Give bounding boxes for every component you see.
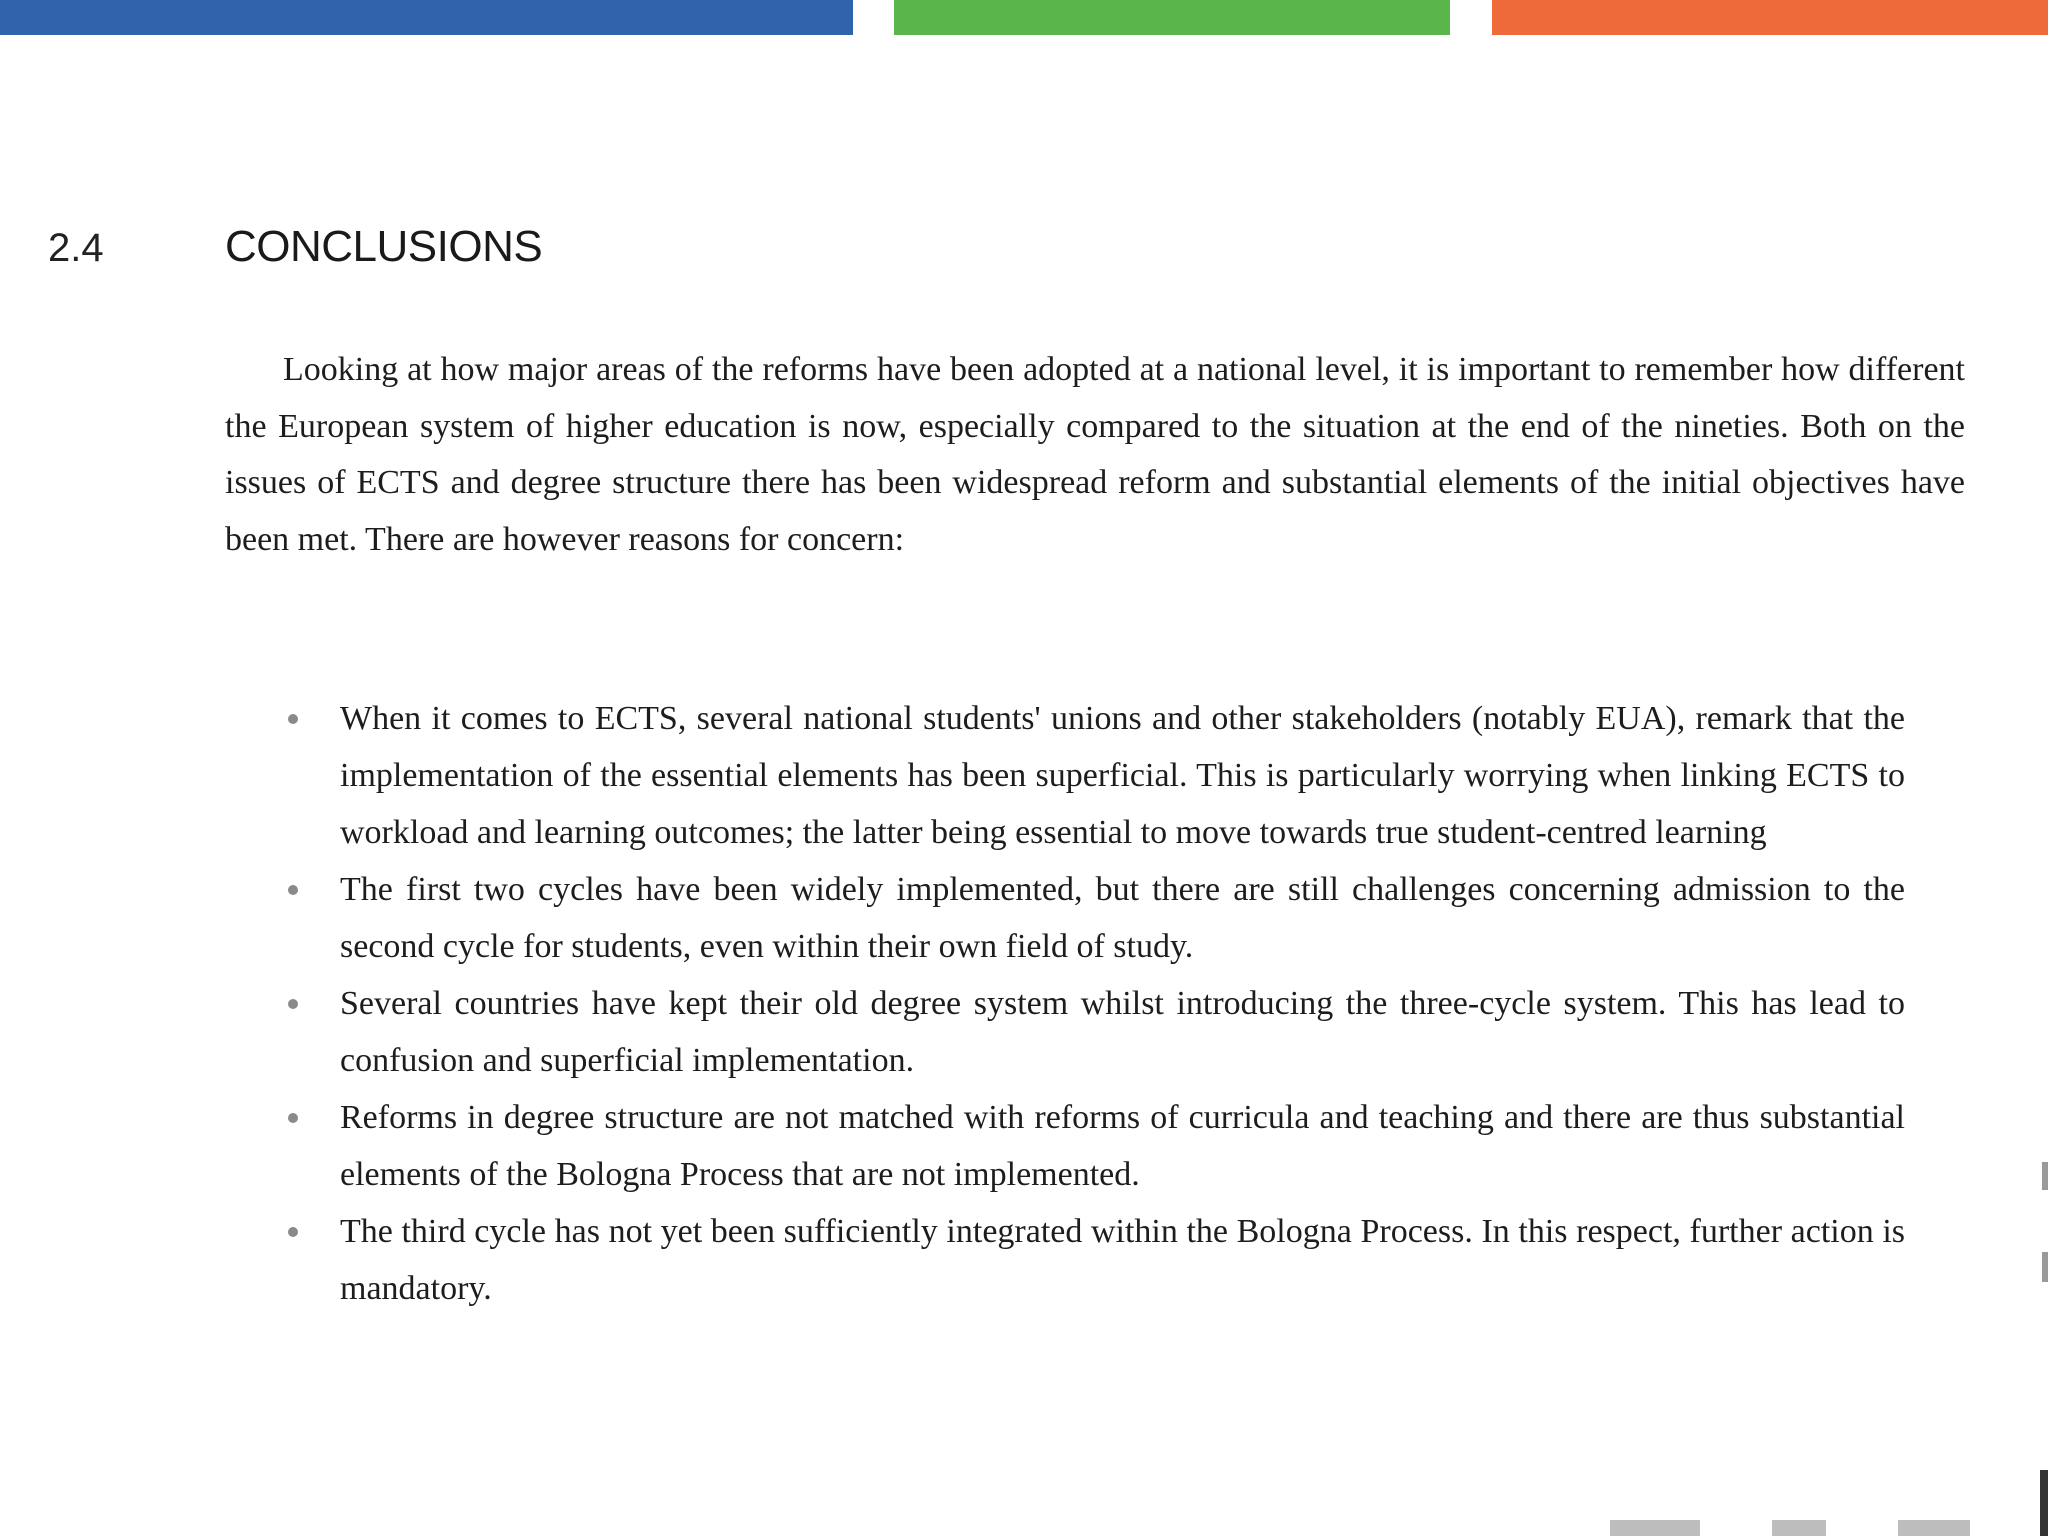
list-item-text: The first two cycles have been widely implemented, but there are still challenges concerning admission to the second cycle for students, even within their own field of study. <box>340 871 1905 965</box>
edge-mark <box>2042 1162 2048 1190</box>
header-bar-orange <box>1492 0 2048 35</box>
list-item-text: Reforms in degree structure are not matched with reforms of curricula and teaching and there are thus substantial elements of the Bologna Process that are not implemented. <box>340 1099 1905 1193</box>
section-title: CONCLUSIONS <box>225 222 543 271</box>
corner-decoration <box>1610 1520 1970 1536</box>
list-item <box>280 975 1905 1089</box>
bullet-icon <box>288 885 298 895</box>
list-item-text: Several countries have kept their old degree system whilst introducing the three-cycle system. This has lead to confusion and superficial implementation. <box>340 985 1905 1079</box>
list-item <box>280 861 1905 975</box>
edge-mark <box>2042 1252 2048 1282</box>
bullet-icon <box>288 714 298 724</box>
list-item <box>280 1203 1905 1317</box>
concerns-list <box>280 690 1905 1317</box>
section-number: 2.4 <box>48 226 104 270</box>
edge-mark <box>2040 1470 2048 1536</box>
bullet-icon <box>288 1227 298 1237</box>
bullet-icon <box>288 999 298 1009</box>
list-item <box>280 1089 1905 1203</box>
list-item-text: When it comes to ECTS, several national students' unions and other stakeholders (notably EUA), remark that the implementation of the essential elements has been superficial. This is particularly worrying when linking ECTS to workload and learning outcomes; the latter being essential to move towards true student-centred learning <box>340 700 1905 851</box>
list-item-text: The third cycle has not yet been sufficiently integrated within the Bologna Process. In this respect, further action is mandatory. <box>340 1213 1905 1307</box>
bullet-icon <box>288 1113 298 1123</box>
header-bar-blue <box>0 0 853 35</box>
header-bar-green <box>894 0 1450 35</box>
intro-paragraph: Looking at how major areas of the reforms have been adopted at a national level, it is important to remember how different the European system of higher education is now, especially compared to the situation at the end of the nineties. Both on the issues of ECTS and degree structure there has been widespread reform and substantial elements of the initial objectives have been met. There are however reasons for concern: <box>225 351 1965 558</box>
list-item <box>280 690 1905 861</box>
